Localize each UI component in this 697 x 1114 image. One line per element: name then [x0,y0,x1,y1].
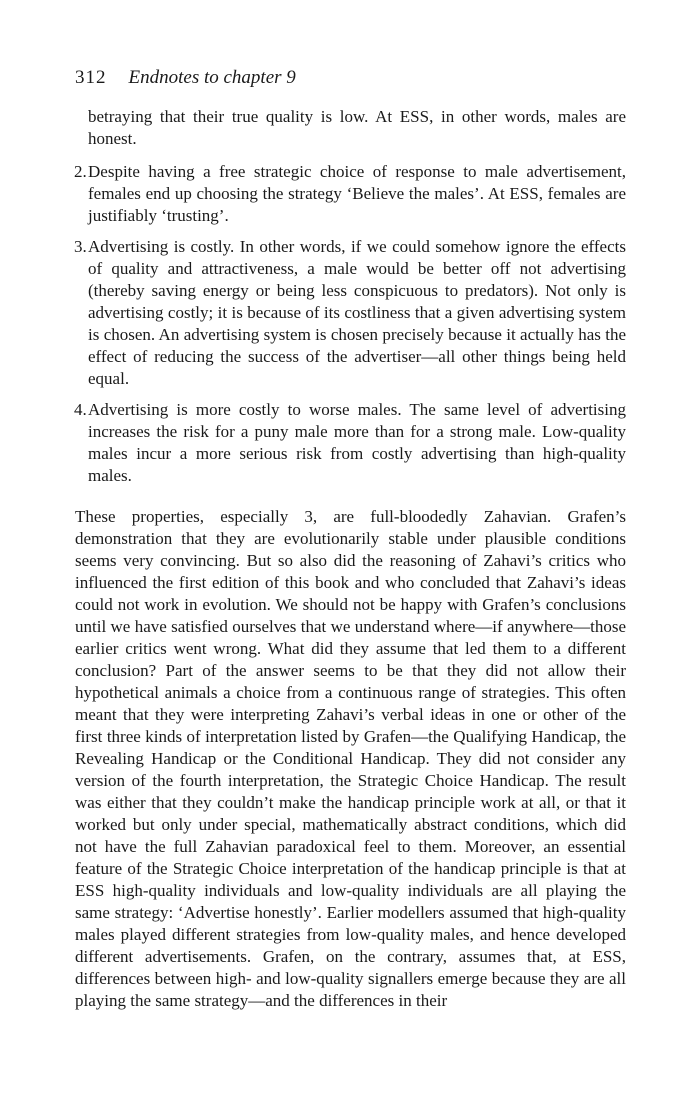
list-item-number: 3. [74,237,87,256]
list-item-number: 2. [74,162,87,181]
list-item-text: Advertising is costly. In other words, if we could somehow ignore the effects of quality and attractiveness, a male would be better off not advertising (thereby saving energy or being less conspicuous to predators). Not only is advertising costly; it is because of its costliness that a given advertising system is chosen. An advertising system is chosen precisely because it actually has the effect of reducing the success of the advertiser—all other things being held equal. [88,237,626,388]
list-item-text: Despite having a free strategic choice of response to male advertisement, females end up choosing the strategy ‘Believe the males’. At ESS, females are justifiably ‘trusting’. [88,162,626,225]
list-item [0,236,626,390]
list-item [0,161,626,227]
numbered-list [0,161,697,496]
running-head [75,66,296,90]
list-item-text: Advertising is more costly to worse males. The same level of advertising increases the risk for a puny male more than for a strong male. Low-quality males incur a more serious risk from costly advertising than high-quality males. [88,400,626,485]
page-number: 312 [75,67,107,88]
list-item-number: 4. [74,400,87,419]
continued-paragraph: betraying that their true quality is low. At ESS, in other words, males are honest. [88,107,626,148]
list-item [0,399,626,487]
body-paragraph: These properties, especially 3, are full-bloodedly Zahavian. Grafen’s demonstration that they are evolutionarily stable under plausible conditions seems very convincing. But so also did the reasoning of Zahavi’s critics who influenced the first edition of this book and who concluded that Zahavi’s ideas could not work in evolution. We should not be happy with Grafen’s conclusions until we have satisfied ourselves that we understand where—if anywhere—those earlier critics went wrong. What did they assume that led them to a different conclusion? Part of the answer seems to be that they did not allow their hypothetical animals a choice from a continuous range of strategies. This often meant that they were interpreting Zahavi’s verbal ideas in one or other of the first three kinds of interpretation listed by Grafen—the Qualifying Handicap, the Revealing Handicap or the Conditional Handicap. They did not consider any version of the fourth interpretation, the Strategic Choice Handicap. The result was either that they couldn’t make the handicap principle work at all, or that it worked but only under special, mathematically abstract conditions, which did not have the full Zahavian paradoxical feel to them. Moreover, an essential feature of the Strategic Choice interpretation of the handicap principle is that at ESS high-quality individuals and low-quality individuals are all playing the same strategy: ‘Advertise honestly’. Earlier modellers assumed that high-quality males played different strategies from low-quality males, and hence developed different advertisements. Grafen, on the contrary, assumes that, at ESS, differences between high- and low-quality signallers emerge because they are all playing the same strategy—and the differences in their [75,507,626,1010]
running-title: Endnotes to chapter 9 [128,67,296,88]
